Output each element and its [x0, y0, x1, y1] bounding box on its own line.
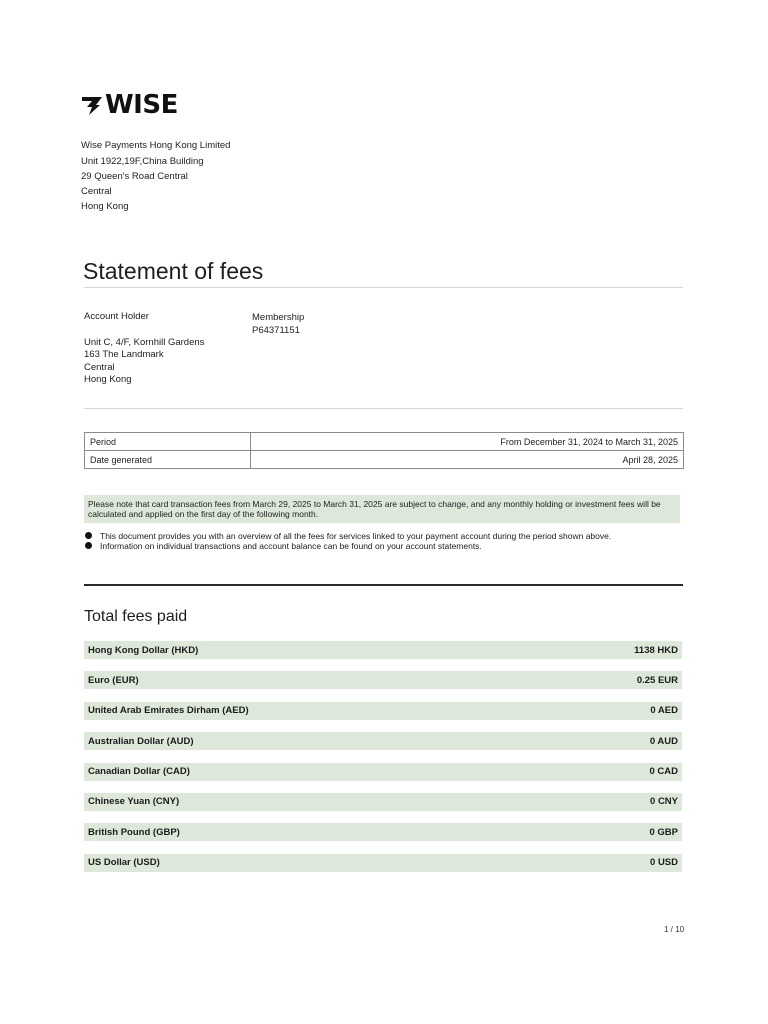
fee-row	[84, 793, 682, 811]
info-bullets	[84, 531, 684, 551]
fee-currency: British Pound (GBP)	[88, 826, 180, 838]
section-divider	[84, 584, 683, 586]
fee-currency: US Dollar (USD)	[88, 857, 160, 869]
membership-label: Membership	[252, 312, 305, 323]
company-block	[81, 138, 230, 214]
wise-logo-text: WISE	[105, 90, 178, 120]
wise-logo	[81, 92, 178, 118]
company-address-line: Unit 1922,19F,China Building	[81, 156, 204, 167]
company-address-line: Hong Kong	[81, 201, 129, 212]
holder-address-line: Hong Kong	[84, 374, 132, 385]
fee-row	[84, 763, 682, 781]
bullet-text: This document provides you with an overview of all the fees for services linked to your payment account during the period shown above.	[100, 531, 612, 541]
total-fees-title: Total fees paid	[84, 608, 188, 625]
divider	[84, 287, 683, 288]
divider	[84, 408, 683, 409]
bullet-text: Information on individual transactions and account balance can be found on your account statements.	[100, 541, 482, 551]
holder-address-line: Central	[84, 361, 115, 373]
period-table	[84, 432, 684, 469]
account-holder-label: Account Holder	[84, 311, 149, 322]
period-value: From December 31, 2024 to March 31, 2025	[251, 433, 684, 451]
account-holder-block	[84, 311, 204, 387]
company-name: Wise Payments Hong Kong Limited	[81, 140, 231, 151]
date-generated-value: April 28, 2025	[251, 451, 684, 469]
fee-currency: Canadian Dollar (CAD)	[88, 766, 190, 778]
bullet-icon	[85, 542, 92, 549]
wise-flag-icon	[81, 95, 103, 115]
holder-address-line: Unit C, 4/F, Kornhill Gardens	[84, 336, 205, 348]
table-row	[85, 433, 684, 451]
page-number: 1 / 10	[664, 925, 685, 934]
document-title: Statement of fees	[83, 258, 264, 284]
fee-row	[84, 823, 682, 841]
fee-amount: 0 GBP	[649, 826, 678, 838]
fee-row	[84, 671, 682, 689]
fee-currency: United Arab Emirates Dirham (AED)	[88, 705, 249, 717]
fee-amount: 0 AUD	[649, 735, 678, 747]
fee-amount: 0 CAD	[649, 766, 678, 778]
holder-address-line: 163 The Landmark	[84, 349, 164, 360]
company-address-line: 29 Queen's Road Central	[81, 171, 188, 182]
fee-row	[84, 702, 682, 720]
fee-amount: 0 USD	[650, 857, 678, 869]
fee-row	[84, 732, 682, 750]
fee-currency: Chinese Yuan (CNY)	[88, 796, 180, 808]
fee-amount: 0 AED	[650, 705, 678, 717]
fee-currency: Euro (EUR)	[88, 674, 139, 686]
company-address-line: Central	[81, 186, 112, 197]
fee-amount: 0.25 EUR	[636, 674, 678, 686]
fee-notice: Please note that card transaction fees from March 29, 2025 to March 31, 2025 are subject to change, and any monthly holding or investment fees will be calculated and applied on the first day of the following month.	[84, 495, 680, 523]
fee-row	[84, 641, 682, 659]
period-label: Period	[85, 433, 251, 451]
fee-currency: Australian Dollar (AUD)	[88, 735, 194, 747]
fee-amount: 0 CNY	[650, 796, 678, 808]
bullet-icon	[85, 532, 92, 539]
fee-currency: Hong Kong Dollar (HKD)	[88, 644, 199, 656]
membership-number: P64371151	[252, 325, 300, 336]
bullet-item	[84, 531, 684, 541]
date-generated-label: Date generated	[85, 451, 251, 469]
fees-list	[84, 641, 682, 884]
bullet-item	[84, 541, 684, 551]
membership-block	[252, 311, 304, 337]
fee-amount: 1138 HKD	[634, 644, 678, 656]
table-row	[85, 451, 684, 469]
fee-row	[84, 854, 682, 872]
